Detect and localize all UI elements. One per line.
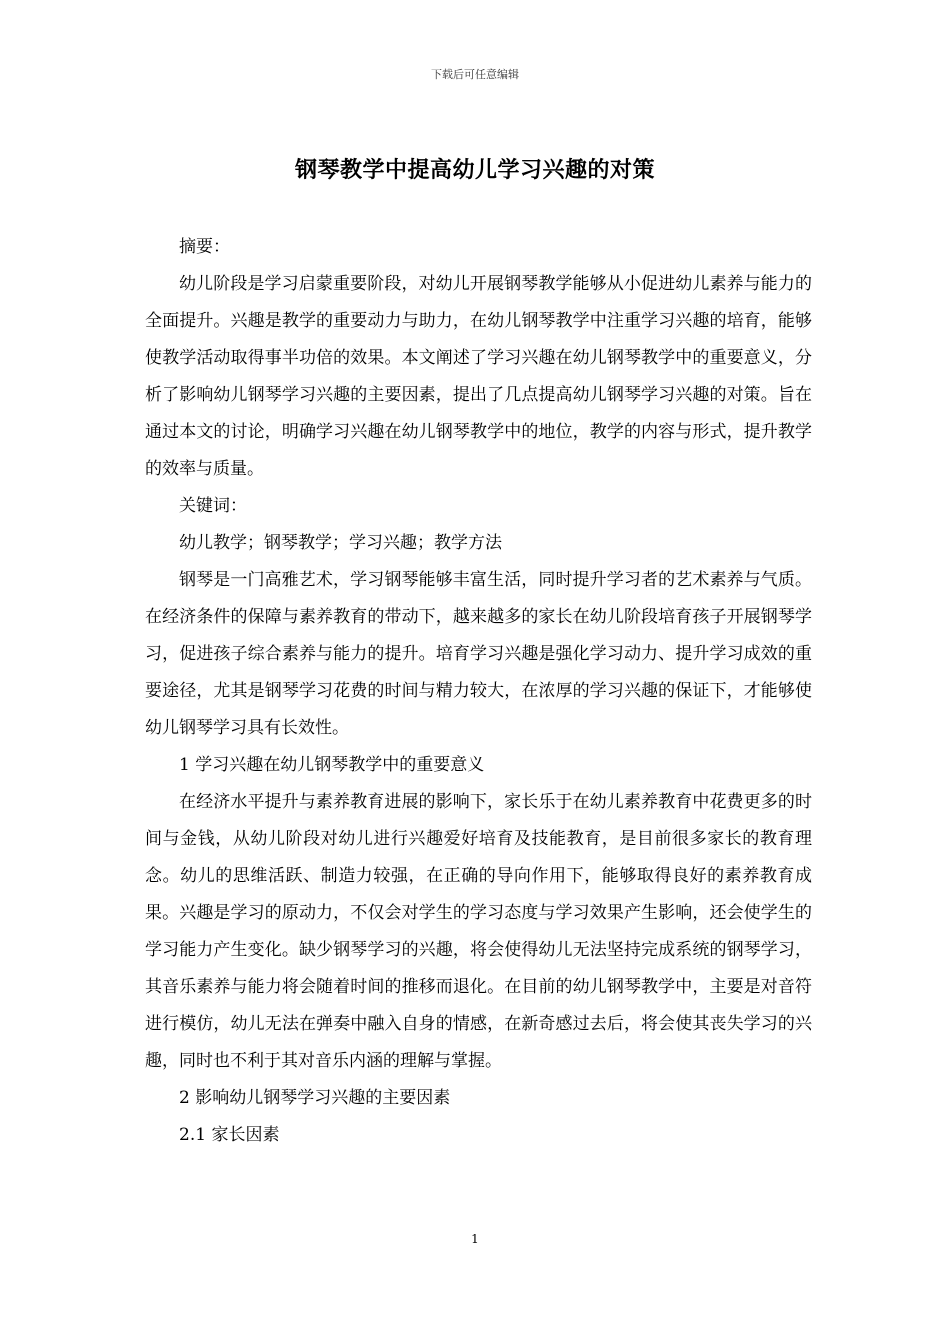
intro-paragraph: 钢琴是一门高雅艺术，学习钢琴能够丰富生活，同时提升学习者的艺术素养与气质。在经济条件的保障与素养教育的带动下，越来越多的家长在幼儿阶段培育孩子开展钢琴学习，促进孩子综合素养与能力的提升。培育学习兴趣是强化学习动力、提升学习成效的重要途径，尤其是钢琴学习花费的时间与精力较大，在浓厚的学习兴趣的保证下，才能够使幼儿钢琴学习具有长效性。 (145, 570, 812, 738)
page-header-note: 下载后可任意编辑 (431, 68, 519, 81)
keywords-label: 关键词： (179, 496, 247, 516)
section-2-1-heading: 2.1 家长因素 (179, 1125, 280, 1145)
abstract-label: 摘要： (179, 237, 230, 257)
document-body (145, 229, 812, 1154)
keywords-list: 幼儿教学；钢琴教学；学习兴趣；教学方法 (179, 533, 502, 553)
section-2-heading: 2 影响幼儿钢琴学习兴趣的主要因素 (179, 1088, 451, 1108)
section-1-paragraph: 在经济水平提升与素养教育进展的影响下，家长乐于在幼儿素养教育中花费更多的时间与金钱，从幼儿阶段对幼儿进行兴趣爱好培育及技能教育，是目前很多家长的教育理念。幼儿的思维活跃、制造力较强，在正确的导向作用下，能够取得良好的素养教育成果。兴趣是学习的原动力，不仅会对学生的学习态度与学习效果产生影响，还会使学生的学习能力产生变化。缺少钢琴学习的兴趣，将会使得幼儿无法坚持完成系统的钢琴学习，其音乐素养与能力将会随着时间的推移而退化。在目前的幼儿钢琴教学中，主要是对音符进行模仿，幼儿无法在弹奏中融入自身的情感，在新奇感过去后，将会使其丧失学习的兴趣，同时也不利于其对音乐内涵的理解与掌握。 (145, 792, 812, 1071)
document-title: 钢琴教学中提高幼儿学习兴趣的对策 (294, 157, 655, 183)
section-1-heading: 1 学习兴趣在幼儿钢琴教学中的重要意义 (179, 755, 485, 775)
abstract-paragraph: 幼儿阶段是学习启蒙重要阶段，对幼儿开展钢琴教学能够从小促进幼儿素养与能力的全面提升。兴趣是教学的重要动力与助力，在幼儿钢琴教学中注重学习兴趣的培育，能够使教学活动取得事半功倍的效果。本文阐述了学习兴趣在幼儿钢琴教学中的重要意义，分析了影响幼儿钢琴学习兴趣的主要因素，提出了几点提高幼儿钢琴学习兴趣的对策。旨在通过本文的讨论，明确学习兴趣在幼儿钢琴教学中的地位，教学的内容与形式，提升教学的效率与质量。 (145, 274, 812, 479)
page-number: 1 (471, 1232, 479, 1246)
